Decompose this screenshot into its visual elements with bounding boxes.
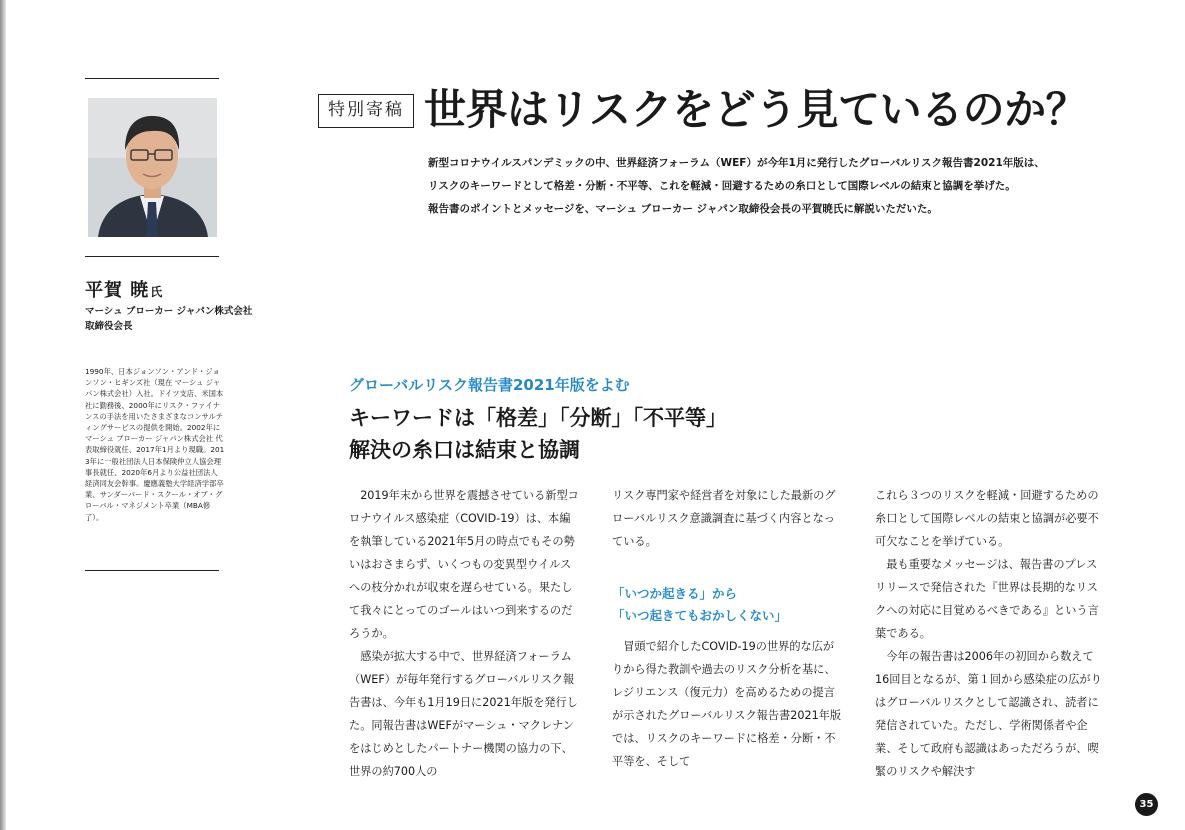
body-paragraph: リスク専門家や経営者を対象にした最新のグローバルリスク意識調査に基づく内容となっている。: [612, 489, 836, 548]
body-paragraph: 最も重要なメッセージは、報告書のプレスリリースで発信された『世界は長期的なリスクへの対応に目覚めるべきである』という言葉である。: [875, 558, 1099, 640]
divider-middle: [85, 256, 219, 257]
author-company: マーシュ ブローカー ジャパン株式会社: [85, 306, 253, 317]
headline-line: 解決の糸口は結束と協調: [349, 438, 580, 462]
author-bio: 1990年、日本ジョンソン・アンド・ジョンソン・ヒギンズ社（現在 マーシュ ジャパン株式会社）入社。ドイツ支店、米国本社に勤務後、2000年にリスク・ファイナンスの手法を用いたさまざまなコンサルティングサービスの提供を開始。2002年にマーシュ ブローカー ジャパン株式会社 代表取締役就任、2017年1月より現職。2013年に一般社団法人日本保険仲立人協会理事長就任、2020年6月より公益社団法人 経済同友会幹事。慶應義塾大学経済学部卒業、サンダーバード・スクール・オブ・グローバル・マネジメント卒業（MBA修了）。: [85, 367, 225, 522]
section-kicker: グローバルリスク報告書2021年版をよむ: [349, 376, 630, 394]
body-paragraph: 冒頭で紹介したCOVID-19の世界的な広がりから得た教訓や過去のリスク分析を基に、レジリエンス（復元力）を高めるための提言が示されたグローバルリスク報告書2021年版では、リスクのキーワードに格差・分断・不平等を、そして: [612, 640, 842, 768]
page-edge: [0, 0, 6, 830]
lead-line: 新型コロナウイルスパンデミックの中、世界経済フォーラム（WEF）が今年1月に発行したグローバルリスク報告書2021年版は、: [428, 157, 1045, 169]
author-name: 平賀 暁: [85, 280, 150, 301]
body-column-3: [875, 484, 1105, 783]
portrait-illustration: [88, 98, 217, 237]
body-paragraph: これら３つのリスクを軽減・回避するための糸口として国際レベルの結束と協調が必要不可欠なことを挙げている。: [875, 489, 1099, 548]
divider-top: [85, 78, 219, 79]
body-column-1: [349, 484, 579, 783]
body-column-2: [612, 484, 842, 773]
body-paragraph: 今年の報告書は2006年の初回から数えて16回目となるが、第１回から感染症の広がりはグローバルリスクとして認識され、読者に発信されていた。ただし、学術関係者や企業、そして政府も認識はあっただろうが、喫緊のリスクや解決す: [875, 650, 1102, 778]
body-paragraph: 感染が拡大する中で、世界経済フォーラム（WEF）が毎年発行するグローバルリスク報告書は、今年も1月19日に2021年版を発行した。同報告書はWEFがマーシュ・マクレナンをはじめとしたパートナー機関の協力の下、世界の約700人の: [349, 650, 578, 778]
author-honorific: 氏: [150, 285, 164, 299]
author-photo: [88, 98, 217, 237]
author-position: 取締役会長: [85, 321, 133, 332]
author-name-block: [85, 276, 163, 302]
section-headline: [349, 402, 727, 466]
divider-bottom: [85, 570, 219, 571]
column-subhead: [612, 583, 842, 627]
lead-line: リスクのキーワードとして格差・分断・不平等、これを軽減・回避するための糸口として国際レベルの結束と協調を挙げた。: [428, 180, 1016, 192]
article-lead: [428, 152, 1148, 221]
body-paragraph: 2019年末から世界を震撼させている新型コロナウイルス感染症（COVID-19）は、本編を執筆している2021年5月の時点でもその勢いはおさまらず、いくつもの変異型ウイルスへの枝分かれが収束を遅らせている。果たして我々にとってのゴールはいつ到来するのだろうか。: [349, 489, 579, 640]
headline-line: キーワードは「格差」「分断」「不平等」: [349, 406, 727, 430]
article-tag: 特別寄稿: [318, 94, 414, 128]
page-number: 35: [1135, 793, 1158, 816]
subhead-line: 「いつ起きてもおかしくない」: [612, 608, 788, 623]
subhead-line: 「いつか起きる」から: [612, 586, 738, 601]
article-title: 世界はリスクをどう見ているのか？: [424, 85, 1088, 134]
lead-line: 報告書のポイントとメッセージを、マーシュ ブローカー ジャパン取締役会長の平賀暁氏に解説いただいた。: [428, 203, 938, 215]
